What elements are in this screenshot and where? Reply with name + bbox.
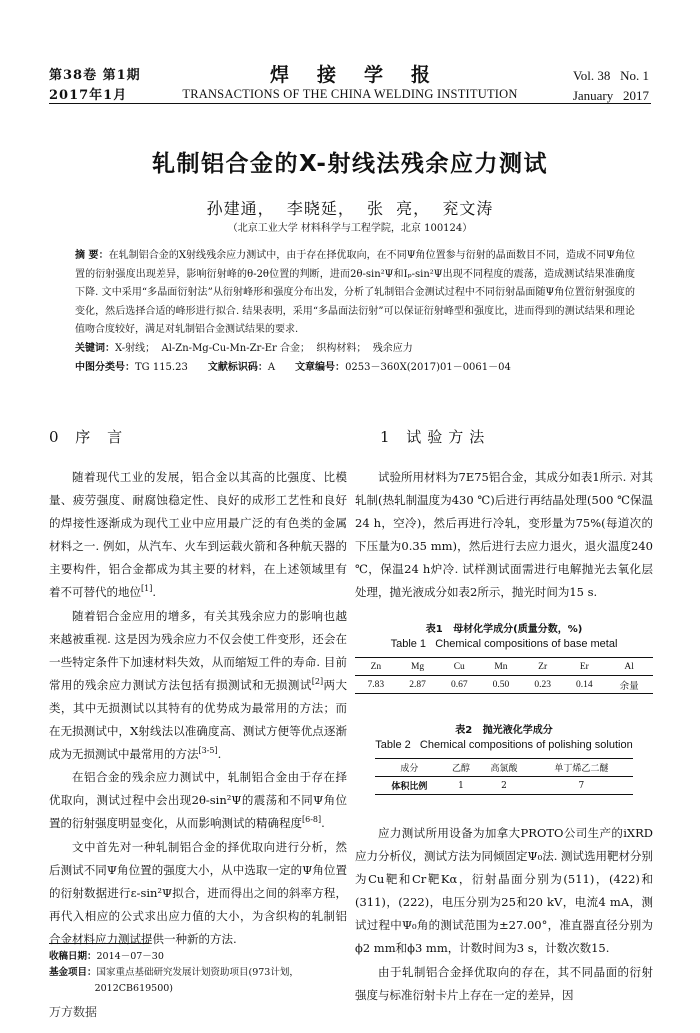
classification-line [75,359,635,378]
volume-issue-cn: 第38卷 第1期 [49,68,141,83]
date-cn: 2017年1月 [49,88,128,103]
footnote [49,943,347,997]
table-header-cell: 成分 [375,759,444,777]
table-header-cell: 乙醇 [444,759,478,777]
section-1-heading: 1 试验方法 [380,428,491,446]
citation: [3-5] [198,746,218,756]
method-paragraph-2: 应力测试所用设备为加拿大PROTO公司生产的iXRD应力分析仪，测试方法为同倾固定Ψ₀法. 测试选用靶材分别为Cu靶和Cr靶Kα，衍射晶面分别为(511)，(422)和(311)，(222)，电压分别为25和20 kV，电流4 mA，测试过程中Ψ₀角的测试范围为±27.00°，准直器直径分别为ϕ2 mm和ϕ3 mm，计数时间为3 s，计数次数15. [355,826,654,956]
received-date [49,949,347,965]
intro-paragraph-4: 文中首先对一种轧制铝合金的择优取向进行分析，然后测试不同Ψ角位置的强度大小，从中选取一定的Ψ角位置的衍射数据进行ε-sin²Ψ拟合，进而得出之间的斜率方程，再代入相应的公式求出应力值的大小，为含织构的轧制铝合金材料应力测试提供一种新的方法. [49,839,347,946]
clc-value: TG 115.23 [135,361,188,373]
table-row [355,658,653,676]
table-2 [375,758,633,795]
table-2-block [355,723,653,795]
table-cell: 7 [530,777,633,795]
citation: [2] [311,677,324,687]
intro-paragraph-1: 随着现代工业的发展，铝合金以其高的比强度、比模量、疲劳强度、耐腐蚀稳定性、良好的成形工艺性和良好的焊接性逐渐成为现代工业中应用最广泛的有色类的金属材料之一. 例如，从汽车、火车到运载火箭和各种航天器的主要构件，铝合金都成为其主要的材料，在上述领域里有着不可替代的地位[1]. [49,470,347,600]
table-cell: 2.87 [397,676,439,694]
table-cell: 1 [444,777,478,795]
table-cell: 0.67 [438,676,480,694]
keywords-text: X-射线； Al-Zn-Mg-Cu-Mn-Zr-Er 合金； 织构材料； 残余应力 [115,342,413,354]
table-header-cell: 高氯酸 [478,759,530,777]
table-cell: 余量 [605,676,653,694]
journal-name-cn: 焊接学报 [269,64,458,86]
received-label: 收稿日期： [49,951,97,962]
table-header-cell: Cu [438,658,480,676]
table-cell: 0.23 [522,676,564,694]
fund-value: 国家重点基础研究发展计划资助项目(973计划，2012CB619500) [94,967,299,994]
footnote-rule [49,943,149,944]
table-header-cell: Mg [397,658,439,676]
clc-label: 中图分类号： [75,361,135,373]
table-header-cell: Al [605,658,653,676]
abstract [75,247,635,340]
table-row [355,676,653,694]
doc-code-value: A [267,361,276,373]
table-1-caption-cn: 表1 母材化学成分(质量分数，%) [425,624,583,635]
left-column [49,466,347,951]
right-column-top [355,466,653,605]
table-cell: 7.83 [355,676,397,694]
paper-title: 轧制铝合金的X-射线法残余应力测试 [152,151,548,177]
watermark: 万方数据 [49,1005,98,1019]
journal-name-en: TRANSACTIONS OF THE CHINA WELDING INSTITUTION [182,87,518,101]
intro-paragraph-2: 随着铝合金应用的增多，有关其残余应力的影响也越来越被重视. 这是因为残余应力不仅会使工件变形，还会在一些特定条件下加速材料失效，从而缩短工件的寿命. 目前常用的残余应力测试方法包括有损测试和无损测试[2]两大类，其中无损测试以其特有的优势成为最常用的方法；而在无损测试中，X射线法以准确度高、测试方便等优点逐渐成为无损测试中最常用的方法[3-5]. [49,608,347,762]
date-en: January 2017 [572,88,649,103]
table-2-caption-en: Table 2 Chemical compositions of polishing solution [375,739,633,751]
table-header-cell: Mn [480,658,522,676]
table-header-cell: Zr [522,658,564,676]
table-2-caption-cn: 表2 抛光液化学成分 [455,725,553,736]
table-row [375,759,633,777]
abstract-label: 摘 要： [75,250,109,261]
method-paragraph-3: 由于轧制铝合金择优取向的存在，其不同晶面的衍射强度与标准衍射卡片上存在一定的差异，因 [355,964,653,1002]
paper-affiliation: （北京工业大学 材料科学与工程学院，北京 100124） [227,223,473,234]
intro-paragraph-3: 在铝合金的残余应力测试中，轧制铝合金由于存在择优取向，测试过程中会出现2θ-sin²Ψ的震荡和不同Ψ角位置的衍射强度明显变化，从而影响测试的精确程度[6-8]. [49,770,347,831]
header-rule [49,103,651,104]
fund-info [49,965,347,997]
table-1-block [355,622,653,694]
keywords-label: 关键词： [75,342,115,354]
abstract-block [75,247,635,377]
keywords [75,340,635,359]
volume-issue-en: Vol. 38 No. 1 [573,68,649,83]
doc-code-label: 文献标识码： [207,361,268,373]
table-header-cell: 单丁烯乙二醚 [530,759,633,777]
fund-label: 基金项目： [49,967,97,978]
abstract-text: 在轧制铝合金的X射线残余应力测试中，由于存在择优取向，在不同Ψ角位置参与衍射的晶面数目不同，造成不同Ψ角位置的衍射强度出现差异，影响衍射峰的θ-2θ位置的判断，进而2θ-sin²Ψ和Iₚ-sin²Ψ出现不同程度的震荡，造成测试结果准确度下降. 文中采用“多晶面衍射法”从衍射峰形和强度分布出发，分析了轧制铝合金测试过程中不同衍射晶面随Ψ角位置衍射强度的变化，然后选择合适的峰形进行拟合. 结果表明，采用“多晶面法衍射”可以保证衍射峰型和强度比，进而得到的测试结果和理论值吻合度较好，满足对轧制铝合金测试结果的要求. [75,250,635,336]
table-header-cell: Er [564,658,606,676]
citation: [6-8] [302,815,322,825]
table-cell: 0.50 [480,676,522,694]
paper-authors: 孙建通， 李晓延， 张 亮， 兖文涛 [206,199,494,218]
journal-header [0,0,700,104]
table-row [375,777,633,795]
table-1-caption [355,622,653,652]
table-cell: 体积比例 [375,777,444,795]
header-right [573,66,649,106]
citation: [1] [141,584,153,594]
table-cell: 0.14 [564,676,606,694]
table-2-caption [355,723,653,753]
table-cell: 2 [478,777,530,795]
section-0-heading: 0 序 言 [49,428,129,446]
received-value: 2014－07－30 [96,951,164,962]
table-1-caption-en: Table 1 Chemical compositions of base metal [390,638,618,650]
method-paragraph-1: 试验所用材料为7E75铝合金，其成分如表1所示. 对其轧制(热轧制温度为430 ℃)后进行再结晶处理(500 ℃保温24 h，空冷)，然后再进行冷轧，变形量为75%(每道次的下压量为0.35 mm)，然后进行去应力退火，退火温度240 ℃，保温24 h炉冷. 试样测试面需进行电解抛光去氧化层处理，抛光液成分如表2所示，抛光时间为15 s. [355,470,653,600]
article-no-value: 0253－360X(2017)01－0061－04 [345,361,511,373]
article-no-label: 文章编号： [295,361,346,373]
right-column-bottom [355,822,653,1007]
table-1 [355,657,653,694]
table-header-cell: Zn [355,658,397,676]
